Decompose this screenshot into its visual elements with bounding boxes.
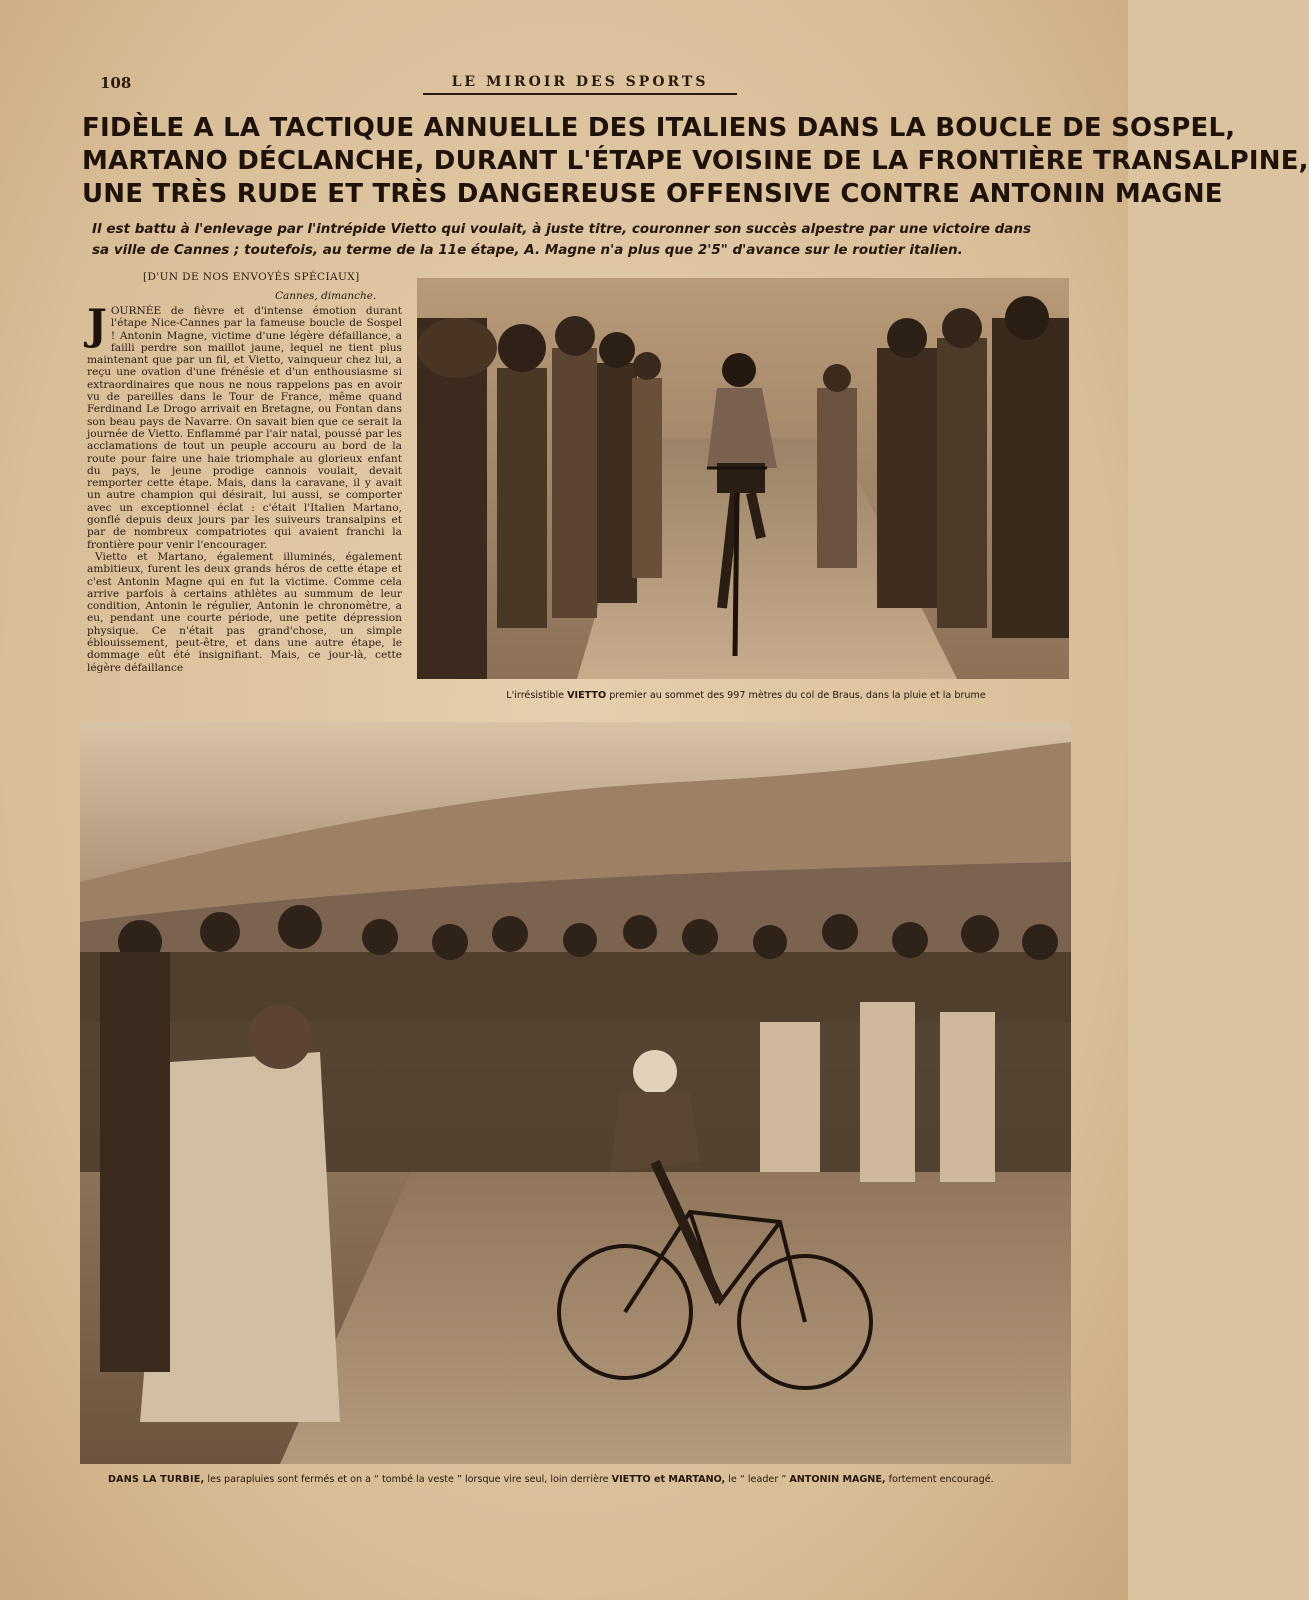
caption1-text-a: L'irrésistible bbox=[506, 690, 568, 701]
caption-photo-2 bbox=[108, 1474, 994, 1485]
caption-photo-1 bbox=[466, 690, 1026, 701]
headline-line-3: UNE TRÈS RUDE ET TRÈS DANGEREUSE OFFENSIVE CONTRE ANTONIN MAGNE bbox=[82, 179, 1223, 209]
masthead: LE MIROIR DES SPORTS bbox=[423, 74, 737, 95]
caption2-names: VIETTO et MARTANO, bbox=[611, 1474, 726, 1485]
article-paragraph-1: OURNÉE de fièvre et d'intense émotion durant l'étape Nice-Cannes par la fameuse boucle de Sospel ! Antonin Magne, victime d'une légère défaillance, a failli perdre son maillot jaune, lequel ne tient plus maintenant que par un fil, et Vietto, vainqueur chez lui, a reçu une ovation d'une frénésie et d'un enthousiasme si extraordinaires que nous ne nous rappelons pas en avoir vu de pareilles dans le Tour de France, même quand Ferdinand Le Drogo arrivait en Bretagne, ou Fontan dans son beau pays de Navarre. On savait bien que ce serait la journée de Vietto. Enflammé par l'air natal, poussé par les acclamations de tout un peuple accouru au bord de la route pour faire une haie triomphale au glorieux enfant du pays, le jeune prodige cannois voulait, devait remporter cette étape. Mais, dans la caravane, il y avait un autre champion qui désirait, lui aussi, se comporter avec un exceptionnel éclat : c'était l'Italien Martano, gonflé depuis deux jours par les suiveurs transalpins et par de nombreux compatriotes qui avaient franchi la frontière pour venir l'encourager. bbox=[87, 305, 402, 551]
subhead: Il est battu à l'enlevage par l'intrépide Vietto qui voulait, à juste titre, couronner son succès alpestre par une victoire dans sa ville de Cannes ; toutefois, au terme de la 11e étape, A. Magne n'a plus que 2'5" d'avance sur le routier italien. bbox=[92, 221, 1032, 258]
headline-line-2: MARTANO DÉCLANCHE, DURANT L'ÉTAPE VOISINE DE LA FRONTIÈRE TRANSALPINE, bbox=[82, 146, 1309, 176]
byline: [D'UN DE NOS ENVOYÉS SPÉCIAUX] bbox=[143, 271, 360, 283]
photo-vietto-col-de-braus bbox=[417, 278, 1069, 679]
caption2-place: DANS LA TURBIE, bbox=[108, 1474, 205, 1485]
caption1-text-b: premier au sommet des 997 mètres du col de Braus, dans la pluie et la brume bbox=[606, 690, 986, 701]
caption2-text-a: les parapluies sont fermés et on a “ tombé la veste ” lorsque vire seul, loin derrière bbox=[204, 1474, 612, 1485]
article-paragraph-2: Vietto et Martano, également illuminés, également ambitieux, furent les deux grands héros de cette étape et c'est Antonin Magne qui en fut la victime. Comme cela arrive parfois à certains athlètes au summum de leur condition, Antonin le régulier, Antonin le chronomètre, a eu, pendant une courte période, une petite dépression physique. Ce n'était pas grand'chose, un simple éblouissement, peut-être, et dans une autre étape, le dommage eût été insignifiant. Mais, ce jour-là, cette légère défaillance bbox=[87, 550, 402, 674]
caption2-text-b: le “ leader ” bbox=[725, 1474, 790, 1485]
caption2-leader: ANTONIN MAGNE, bbox=[789, 1474, 886, 1485]
article-column bbox=[87, 300, 402, 701]
photo-magne-illustration bbox=[80, 722, 1071, 1464]
headline bbox=[82, 112, 1309, 211]
page-number: 108 bbox=[100, 74, 132, 92]
photo-vietto-illustration bbox=[417, 278, 1069, 679]
dateline: Cannes, dimanche. bbox=[275, 290, 377, 302]
caption1-name: VIETTO bbox=[567, 690, 607, 701]
drop-cap: J bbox=[87, 300, 107, 349]
caption2-text-c: fortement encouragé. bbox=[885, 1474, 994, 1485]
headline-line-1: FIDÈLE A LA TACTIQUE ANNUELLE DES ITALIENS DANS LA BOUCLE DE SOSPEL, bbox=[82, 113, 1236, 143]
photo-magne-la-turbie bbox=[80, 722, 1071, 1464]
